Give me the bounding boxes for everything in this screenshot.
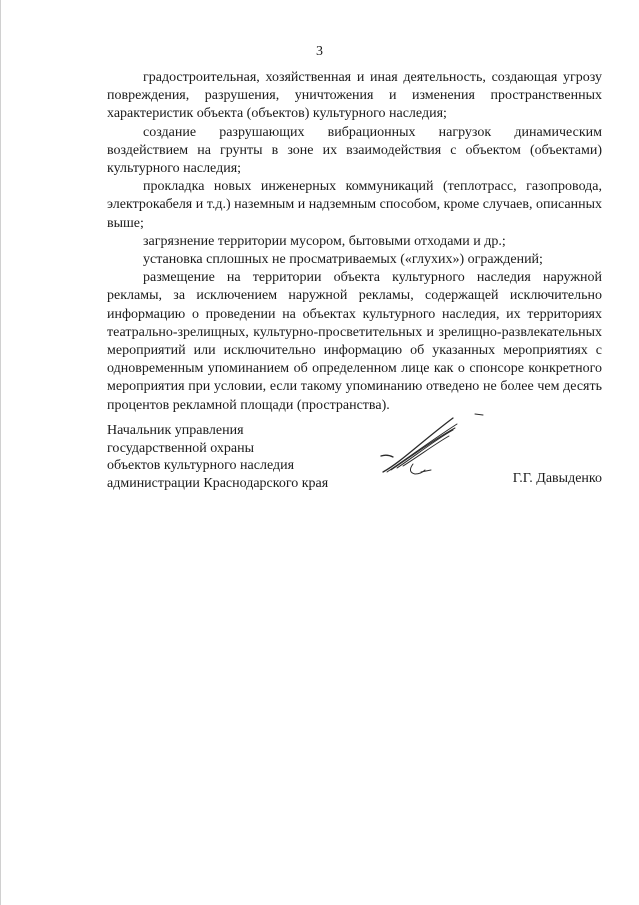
paragraph-new-utilities: прокладка новых инженерных коммуникаций (теплотрасс, газопровода, электрокабеля и т.д.) наземным и надземным способом, кроме случаев, описанных выше; bbox=[107, 179, 602, 231]
handwritten-signature bbox=[371, 412, 491, 492]
signatory-title-line: администрации Краснодарского края bbox=[107, 475, 329, 491]
page-edge bbox=[0, 0, 1, 905]
paragraph-advertising: размещение на территории объекта культурного наследия наружной рекламы, за исключением наружной рекламы, содержащей исключительно информацию о проведении на объектах культурного наследия, их территориях театрально-зрелищных, культурно-просветительных и зрелищно-развлекательных мероприятий или исключительно информацию об указанных мероприятиях с одновременным упоминанием об определенном лице как о спонсоре конкретного мероприятия при условии, если такому упоминанию отведено не более чем десять процентов рекламной площади (пространства). bbox=[107, 270, 602, 413]
paragraph-vibration-loads: создание разрушающих вибрационных нагрузок динамическим воздействием на грунты в зоне их взаимодействия с объектом (объектами) культурного наследия; bbox=[107, 124, 602, 177]
signature-stroke bbox=[421, 470, 431, 472]
signatory-title-line: государственной охраны bbox=[107, 440, 255, 456]
page-number: 3 bbox=[316, 44, 323, 59]
signature-block bbox=[107, 422, 602, 492]
signatory-title-line: объектов культурного наследия bbox=[107, 458, 295, 473]
signature-stroke bbox=[403, 436, 449, 466]
signature-stroke bbox=[410, 464, 425, 474]
signature-stroke bbox=[381, 455, 393, 457]
signature-stroke bbox=[397, 430, 453, 468]
signature-stroke bbox=[475, 414, 483, 415]
signature-stroke bbox=[383, 418, 453, 472]
signatory-name: Г.Г. Давыденко bbox=[512, 471, 602, 486]
body-text bbox=[107, 69, 602, 415]
paragraph-solid-fences: установка сплошных не просматриваемых («глухих») ограждений; bbox=[143, 252, 543, 268]
signature-stroke bbox=[387, 424, 457, 472]
paragraph-pollution: загрязнение территории мусором, бытовыми отходами и др.; bbox=[143, 233, 506, 249]
signatory-title-line: Начальник управления bbox=[107, 423, 244, 438]
paragraph-urban-activity: градостроительная, хозяйственная и иная деятельность, создающая угрозу повреждения, разрушения, уничтожения и изменения пространственных характеристик объекта (объектов) культурного наследия; bbox=[107, 70, 602, 122]
signature-strokes bbox=[381, 414, 483, 474]
signatory-title bbox=[107, 422, 328, 492]
